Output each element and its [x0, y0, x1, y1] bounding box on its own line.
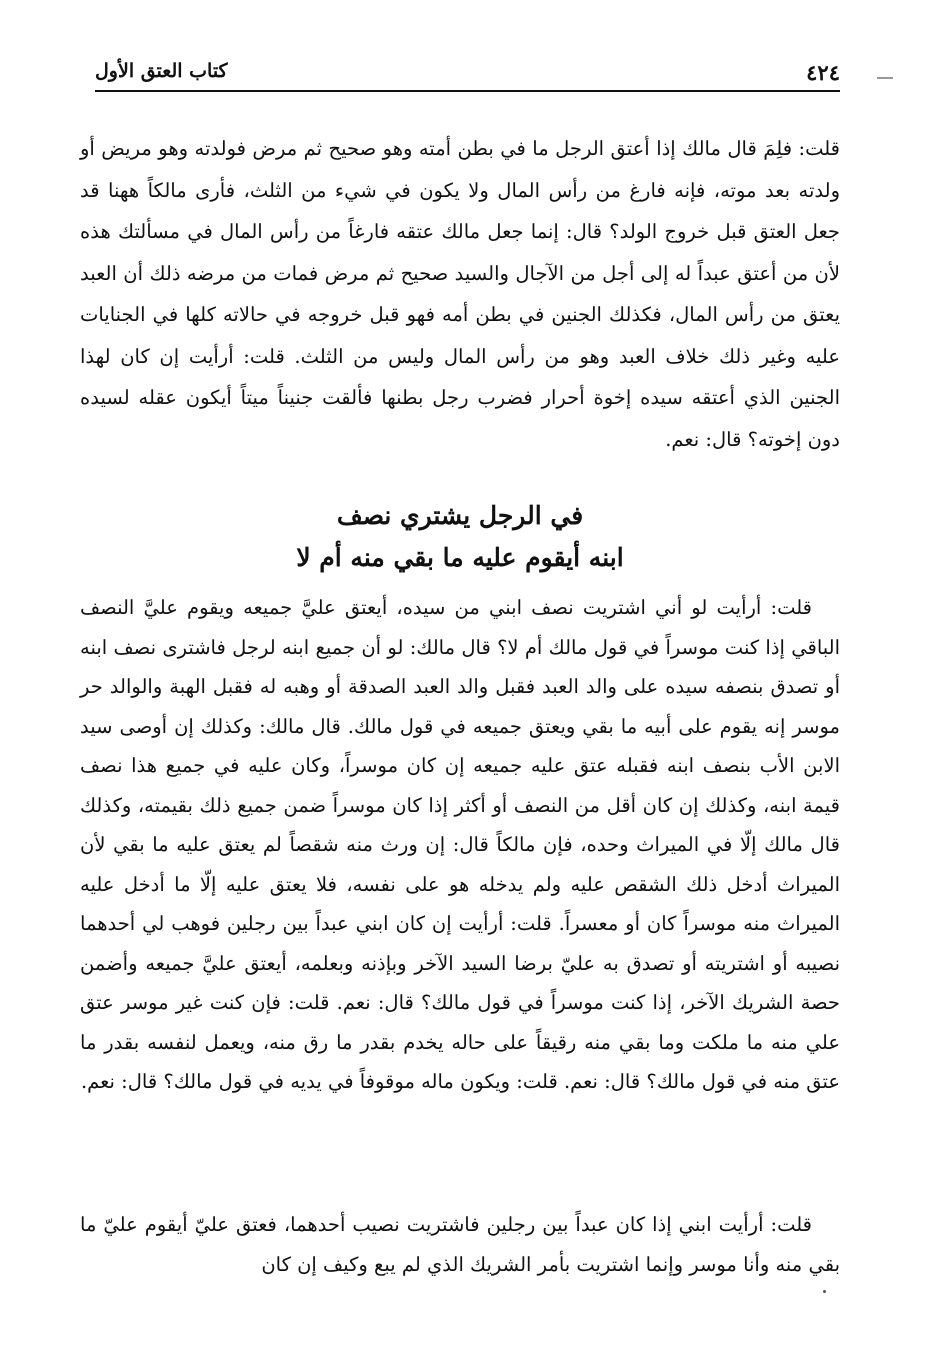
book-title: كتاب العتق الأول [95, 60, 228, 82]
paragraph-3 [80, 1205, 840, 1285]
paragraph-3-text: قلت: أرأيت ابني إذا كان عبداً بين رجلين فاشتريت نصيب أحدهما، فعتق عليّ أيقوم عليّ ما بقي منه وأنا موسر وإنما اشتريت بأمر الشريك الذي لم يبع وكيف إن كان [80, 1213, 840, 1276]
scan-speck [823, 1290, 826, 1293]
paragraph-2-text: قلت: أرأيت لو أني اشتريت نصف ابني من سيده، أيعتق عليَّ جميعه ويقوم عليَّ النصف الباقي إذا كنت موسراً في قول مالك أم لا؟ قال مالك: لو أن جميع ابنه لرجل فاشترى نصف ابنه أو تصدق بنصفه سيده على والد العبد فقبل والد العبد الصدقة أو وهبه له فقبل الهبة والوالد حر موسر إنه يقوم على أبيه ما بقي ويعتق جميعه في قول مالك. قال مالك: وكذلك إن أوصى سيد الابن الأب بنصف ابنه فقبله عتق عليه جميعه إن كان موسراً، وكان عليه في جميع هذا نصف قيمة ابنه، وكذلك إن كان أقل من النصف أو أكثر إذا كان موسراً ضمن جميع ذلك بقيمته، وكذلك قال مالك إلّا في الميراث وحده، فإن مالكاً قال: إن ورث منه شقصاً لم يعتق عليه ما بقي لأن الميراث أدخل ذلك الشقص عليه ولم يدخله هو على نفسه، فلا يعتق عليه إلّا ما أدخل عليه الميراث منه موسراً كان أو معسراً. قلت: أرأيت إن كان ابني عبداً بين رجلين فوهب لي أحدهما نصيبه أو اشتريته أو تصدق به عليّ برضا السيد الآخر وبإذنه وبعلمه، أيعتق عليَّ جميعه وأضمن حصة الشريك الآخر، إذا كنت موسراً في قول مالك؟ قال: نعم. قلت: فإن كنت غير موسر عتق علي منه ما ملكت وما بقي منه رقيقاً على حاله يخدم بقدر ما رق منه، ويعمل لنفسه بقدر ما عتق منه في قول مالك؟ قال: نعم. قلت: ويكون ماله موقوفاً في يديه في قول مالك؟ قال: نعم. [80, 596, 840, 1093]
paragraph-1: قلت: فلِمَ قال مالك إذا أعتق الرجل ما في بطن أمته وهو صحيح ثم مرض فولدته وهو مريض أو ولدته بعد موته، فإنه فارغ من رأس المال ولا يكون في شيء من الثلث، فأرى مالكاً ههنا قد جعل العتق قبل خروج الولد؟ قال: إنما جعل مالك عتقه فارغاً من رأس المال في مسألتك هذه لأن من أعتق عبداً له إلى أجل من الآجال والسيد صحيح ثم مرض فمات من مرضه ذلك أن العبد يعتق من رأس المال، فكذلك الجنين في بطن أمه فهو قبل خروجه في حالاته كلها في الجنايات عليه وغير ذلك خلاف العبد وهو من رأس المال وليس من الثلث. قلت: أرأيت إن كان لهذا الجنين الذي أعتقه سيده إخوة أحرار فضرب رجل بطنها فألقت جنيناً ميتاً أيكون عقله لسيده دون إخوته؟ قال: نعم. [80, 137, 840, 451]
section-heading-line-2: ابنه أيقوم عليه ما بقي منه أم لا [296, 543, 624, 572]
page-header [95, 58, 840, 92]
page-number: ٤٢٤ [806, 60, 840, 85]
paragraph-2 [80, 588, 840, 1102]
margin-mark [877, 77, 893, 79]
section-heading-line-1: في الرجل يشتري نصف [336, 501, 584, 530]
